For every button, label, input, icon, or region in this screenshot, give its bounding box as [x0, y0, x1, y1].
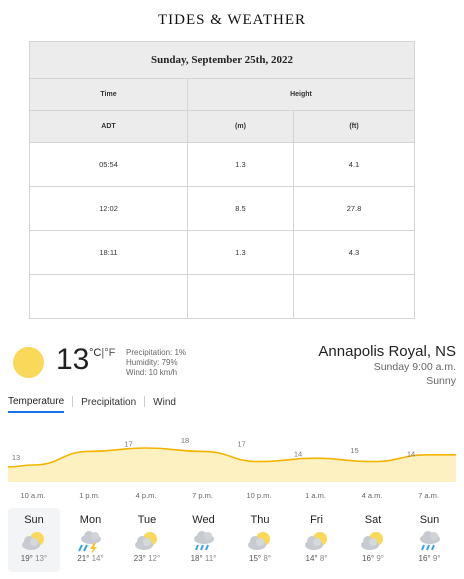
day-high: 18° [190, 554, 203, 563]
sun-icon [13, 347, 44, 378]
unit-separator: | [101, 347, 105, 359]
celsius-unit[interactable]: °C [89, 347, 102, 359]
tide-time: 18:11 [30, 231, 188, 275]
meters-header: (m) [188, 111, 294, 143]
height-header: Height [188, 79, 415, 111]
day-high: 21° [77, 554, 90, 563]
day-name: Thu [250, 514, 270, 526]
table-row [30, 187, 415, 231]
wind-text: Wind: 10 km/h [126, 368, 178, 377]
fahrenheit-unit[interactable]: °F [104, 347, 116, 359]
x-tick-label: 10 p.m. [246, 491, 272, 500]
day-low: 11° [204, 554, 217, 563]
tide-meters: 1.3 [188, 231, 294, 275]
x-tick-label: 7 a.m. [418, 491, 439, 500]
forecast-day-3[interactable] [178, 508, 230, 572]
location-block [318, 343, 456, 388]
forecast-day-4[interactable] [234, 508, 286, 572]
tides-header-row [30, 79, 415, 111]
tide-feet: 4.1 [294, 143, 415, 187]
day-name: Tue [137, 514, 157, 526]
day-temps [65, 554, 117, 563]
day-temps [347, 554, 399, 563]
x-tick-label: 1 a.m. [305, 491, 326, 500]
partly-cloudy-icon [19, 530, 49, 552]
tide-time: 12:02 [30, 187, 188, 231]
time-header: Time [30, 79, 188, 111]
tide-meters: 1.3 [188, 143, 294, 187]
day-name: Sat [364, 514, 382, 526]
x-tick-label: 1 p.m. [79, 491, 100, 500]
observation-time: Sunday 9:00 a.m. [373, 361, 456, 373]
tides-date: Sunday, September 25th, 2022 [30, 42, 415, 79]
table-row-empty [30, 275, 415, 319]
x-tick-label: 4 p.m. [135, 491, 157, 500]
data-label: 17 [237, 439, 246, 449]
empty-cell [188, 275, 294, 319]
table-row [30, 231, 415, 275]
tides-date-row [30, 42, 415, 79]
tab-wind[interactable]: Wind [153, 397, 176, 408]
partly-cloudy-icon [358, 530, 388, 552]
day-high: 23° [133, 554, 146, 563]
current-temperature: 13 [56, 343, 90, 376]
day-high: 16° [362, 554, 375, 563]
data-label: 18 [180, 436, 190, 445]
day-name: Sun [419, 514, 440, 526]
data-label: 14 [406, 449, 416, 459]
tide-feet: 4.3 [294, 231, 415, 275]
forecast-day-5[interactable] [291, 508, 343, 572]
day-low: 8° [263, 554, 271, 563]
feet-header: (ft) [294, 111, 415, 143]
rain-icon [189, 530, 219, 552]
day-name: Wed [192, 514, 215, 526]
tab-temperature[interactable]: Temperature [8, 396, 64, 413]
data-label: 13 [11, 453, 21, 462]
tab-divider [144, 396, 145, 407]
day-low: 9° [432, 554, 441, 563]
day-low: 13° [35, 554, 48, 563]
table-row [30, 143, 415, 187]
weather-details [126, 348, 186, 378]
condition-text: Sunny [426, 375, 456, 387]
data-label: 14 [293, 449, 303, 459]
x-tick-label: 7 p.m. [192, 491, 213, 500]
rain-icon [415, 530, 445, 552]
partly-cloudy-icon [302, 530, 332, 552]
forecast-day-7[interactable] [404, 508, 456, 572]
day-temps [291, 554, 343, 563]
forecast-day-6[interactable] [347, 508, 399, 572]
day-temps [121, 554, 173, 563]
day-name: Fri [310, 514, 323, 526]
tides-table [29, 41, 415, 319]
humidity-text: Humidity: 79% [126, 358, 178, 367]
unit-toggle [89, 347, 115, 359]
day-high: 15° [249, 554, 262, 563]
tide-feet: 27.8 [294, 187, 415, 231]
precipitation-text: Precipitation: 1% [126, 348, 187, 357]
tide-time: 05:54 [30, 143, 188, 187]
tab-divider [72, 396, 73, 407]
day-low: 8° [319, 554, 328, 563]
empty-cell [30, 275, 188, 319]
day-temps [8, 554, 60, 563]
page-title: TIDES & WEATHER [157, 12, 307, 28]
thunderstorm-icon [76, 530, 106, 552]
day-temps [404, 554, 456, 563]
timezone-header: ADT [30, 111, 188, 143]
partly-cloudy-icon [245, 530, 275, 552]
weather-tabs [8, 396, 176, 413]
empty-cell [294, 275, 415, 319]
tide-meters: 8.5 [188, 187, 294, 231]
forecast-day-1[interactable] [65, 508, 117, 572]
x-tick-label: 10 a.m. [20, 491, 46, 500]
day-high: 16° [418, 554, 431, 563]
tides-subheader-row [30, 111, 415, 143]
forecast-day-0[interactable] [8, 508, 60, 572]
partly-cloudy-icon [132, 530, 162, 552]
location-name: Annapolis Royal, NS [318, 343, 456, 360]
day-temps [234, 554, 286, 563]
day-name: Mon [79, 514, 102, 526]
day-low: 14° [91, 554, 104, 563]
temperature-chart [0, 430, 464, 505]
data-label: 17 [124, 439, 133, 449]
forecast-day-2[interactable] [121, 508, 173, 572]
tab-precipitation[interactable]: Precipitation [81, 397, 137, 408]
data-label: 15 [350, 446, 359, 456]
day-name: Sun [24, 514, 44, 526]
day-high: 14° [305, 554, 318, 563]
day-high: 19° [20, 554, 33, 563]
x-tick-label: 4 a.m. [361, 491, 383, 500]
day-low: 12° [148, 554, 161, 563]
day-temps [178, 554, 230, 563]
day-low: 9° [376, 554, 384, 563]
